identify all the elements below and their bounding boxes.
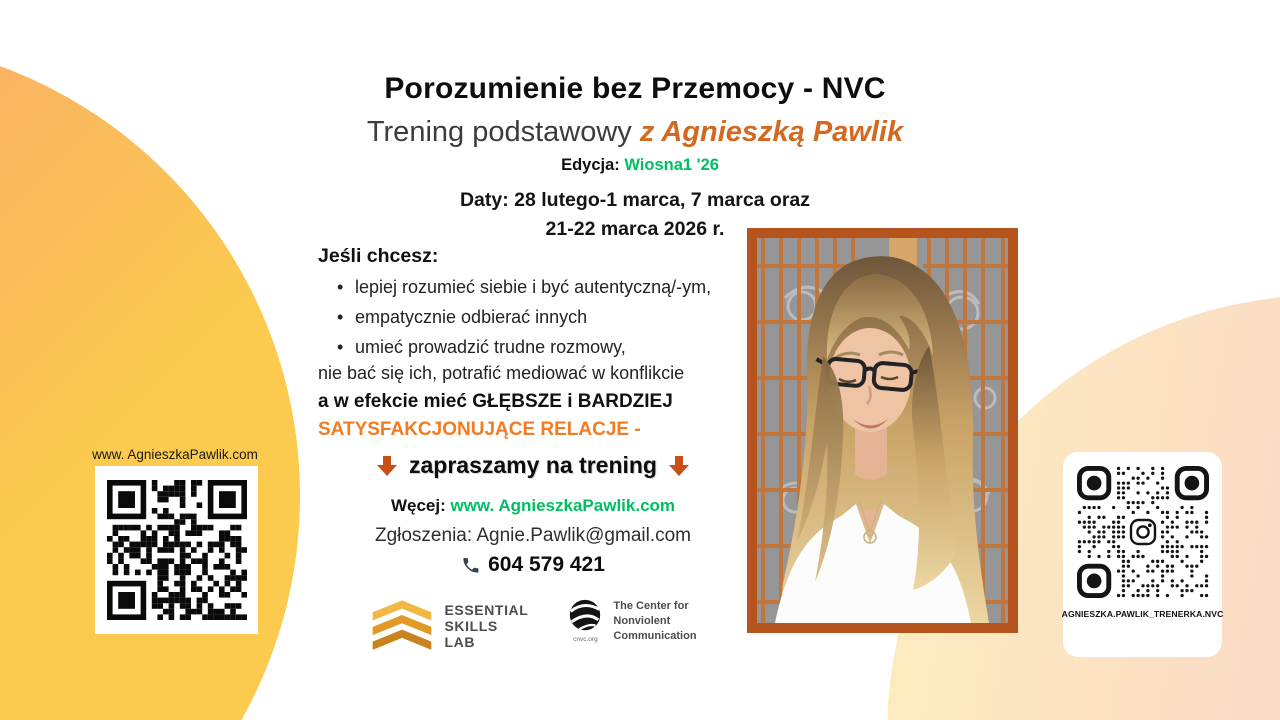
page-subtitle bbox=[0, 116, 1270, 149]
cnvc-globe bbox=[566, 597, 604, 643]
instagram-icon bbox=[1125, 514, 1161, 550]
benefits-list bbox=[318, 272, 754, 362]
edition-value: Wiosna1 '26 bbox=[624, 156, 719, 174]
cnvc-logo-text bbox=[613, 597, 696, 644]
esl-line: ESSENTIAL bbox=[444, 602, 529, 618]
dates-block bbox=[0, 186, 1270, 244]
qr-left-label: www. AgnieszkaPawlik.com bbox=[92, 447, 258, 462]
esl-chevrons-icon bbox=[369, 597, 435, 655]
cnvc-line: Communication bbox=[613, 630, 697, 642]
cnvc-url-caption: cnvc.org bbox=[573, 636, 598, 643]
list-item: • empatycznie odbierać innych bbox=[318, 302, 754, 332]
qr-code-website-pattern bbox=[107, 480, 247, 620]
esl-line: LAB bbox=[444, 634, 476, 650]
benefits-result-bold: a w efekcie mieć GŁĘBSZE i BARDZIEJ bbox=[318, 391, 673, 412]
esl-line: SKILLS bbox=[444, 618, 498, 634]
down-arrow-icon bbox=[669, 455, 689, 477]
partner-logos bbox=[318, 597, 748, 655]
edition-label: Edycja: bbox=[561, 156, 625, 174]
esl-logo-text bbox=[444, 602, 528, 650]
trainer-photo-illustration bbox=[757, 238, 1008, 623]
down-arrow-icon bbox=[377, 455, 397, 477]
essential-skills-lab-logo bbox=[369, 597, 528, 655]
phone-number: 604 579 421 bbox=[488, 553, 605, 576]
dates-line-2: 21-22 marca 2026 r. bbox=[545, 218, 725, 240]
more-info-line bbox=[318, 496, 748, 516]
signup-email-line[interactable]: Zgłoszenia: Agnie.Pawlik@gmail.com bbox=[374, 525, 692, 546]
phone-icon bbox=[461, 556, 480, 575]
dates-line-1: Daty: 28 lutego-1 marca, 7 marca oraz bbox=[459, 189, 811, 211]
qr-card-instagram bbox=[1063, 452, 1222, 657]
instagram-handle: AGNIESZKA.PAWLIK_TRENERKA.NVC bbox=[1061, 609, 1224, 619]
phone-row bbox=[318, 553, 748, 577]
benefits-result-accent: SATYSFAKCJONUJĄCE RELACJE - bbox=[318, 419, 641, 440]
subtitle-regular: Trening podstawowy bbox=[366, 116, 640, 148]
subtitle-trainer-name: z Agnieszką Pawlik bbox=[639, 116, 904, 148]
more-info-label: Węcej: bbox=[390, 496, 451, 515]
trainer-photo bbox=[747, 228, 1018, 633]
benefits-heading: Jeśli chcesz: bbox=[318, 245, 439, 267]
cnvc-line: The Center for bbox=[613, 600, 689, 612]
website-link[interactable]: www. AgnieszkaPawlik.com bbox=[450, 496, 676, 515]
cta-invite-text: zapraszamy na trening bbox=[409, 452, 657, 478]
cnvc-line: Nonviolent bbox=[613, 615, 671, 627]
qr-code-website bbox=[95, 466, 258, 634]
list-item: • lepiej rozumieć siebie i być autentyczną/-ym, bbox=[318, 272, 754, 302]
cnvc-logo bbox=[566, 597, 696, 644]
qr-code-instagram bbox=[1077, 466, 1209, 598]
list-item: • umieć prowadzić trudne rozmowy, bbox=[318, 332, 754, 362]
edition-line bbox=[0, 156, 1280, 175]
cnvc-globe-icon bbox=[566, 597, 604, 635]
cta-invite-row bbox=[318, 452, 748, 479]
page-title: Porozumienie bez Przemocy - NVC bbox=[384, 72, 886, 105]
benefits-continuation: nie bać się ich, potrafić mediować w konflikcie bbox=[318, 363, 685, 383]
